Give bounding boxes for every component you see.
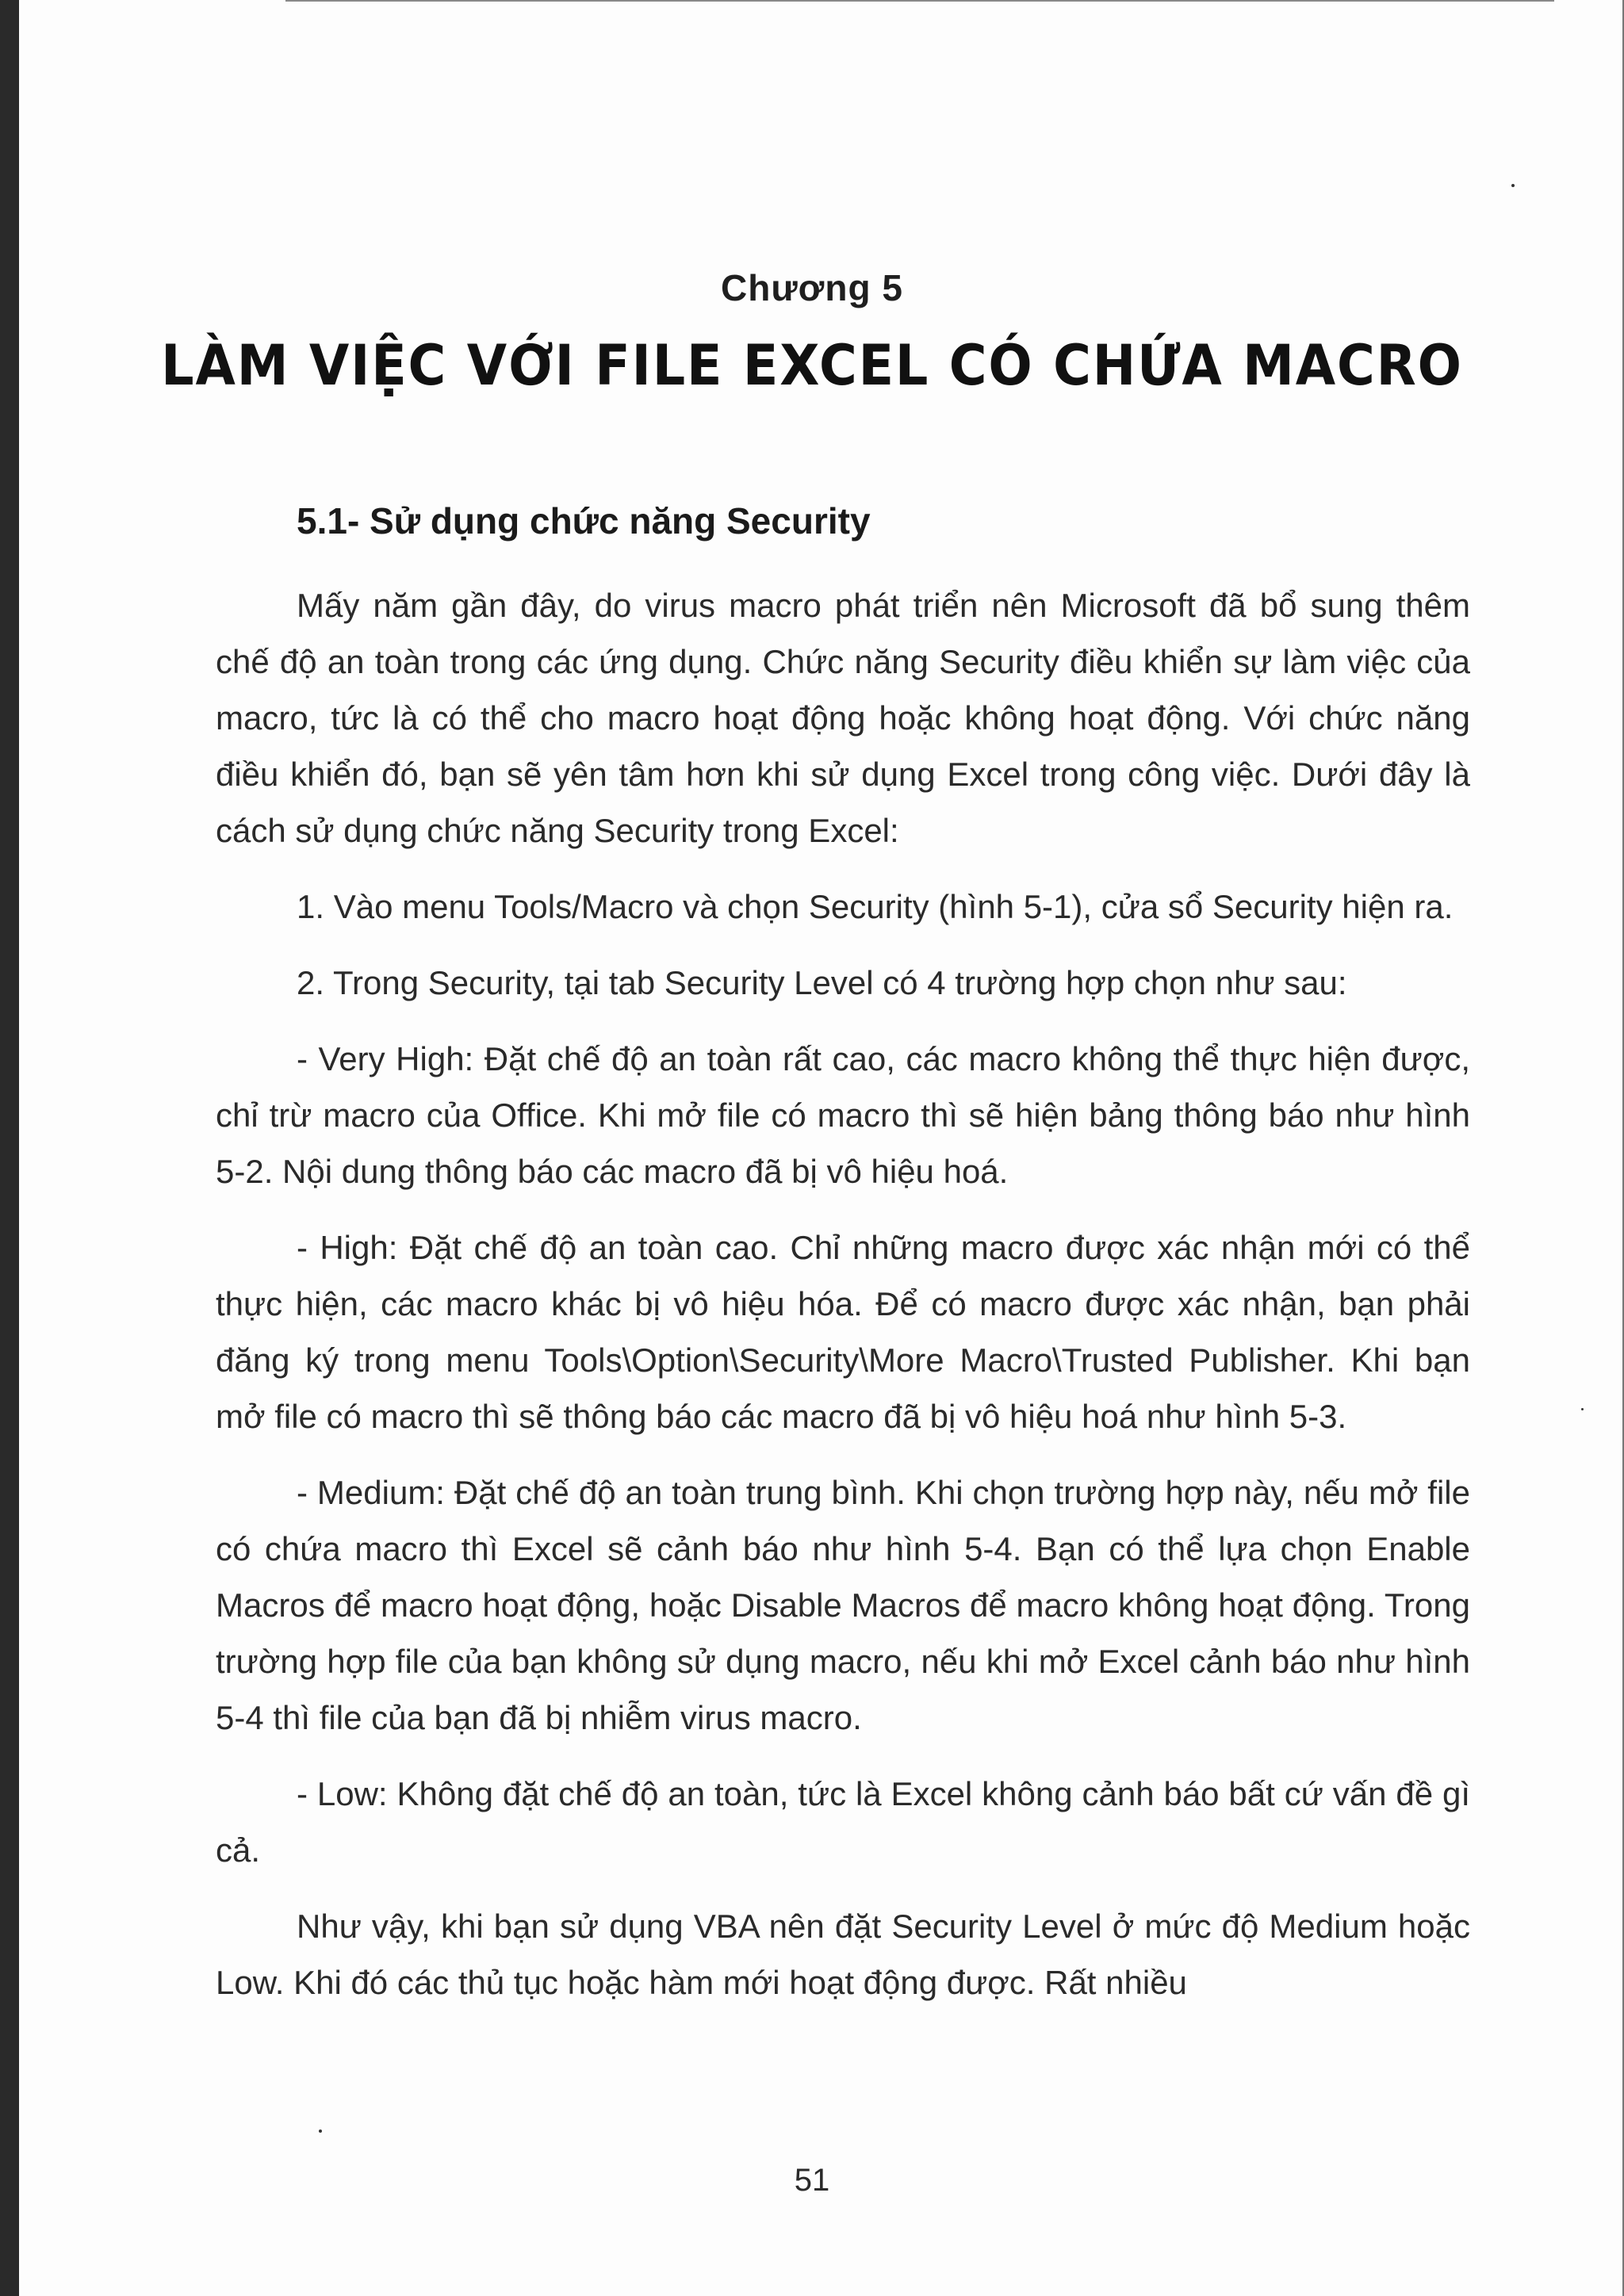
section-heading: 5.1- Sử dụng chức năng Security: [297, 500, 871, 541]
scan-left-edge: [0, 0, 19, 2296]
paragraph-intro: Mấy năm gần đây, do virus macro phát triển nên Microsoft đã bổ sung thêm chế độ an toàn trong các ứng dụng. Chức năng Security điều khiển sự làm việc của macro, tức là có thể cho macro hoạt động hoặc không hoạt động. Với chức năng điều khiển đó, bạn sẽ yên tâm hơn khi sử dụng Excel trong công việc. Dưới đây là cách sử dụng chức năng Security trong Excel:: [216, 587, 1470, 849]
chapter-title: LÀM VIỆC VỚI FILE EXCEL CÓ CHỨA MACRO: [161, 333, 1463, 398]
page-number: 51: [794, 2163, 830, 2198]
paragraph-high: - High: Đặt chế độ an toàn cao. Chỉ những macro được xác nhận mới có thể thực hiện, các macro khác bị vô hiệu hóa. Để có macro được xác nhận, bạn phải đăng ký trong menu Tools\Option\Security\More Macro\Trusted Publisher. Khi bạn mở file có macro thì sẽ thông báo các macro đã bị vô hiệu hoá như hình 5-3.: [216, 1229, 1470, 1435]
body-text: [216, 577, 1470, 2030]
paragraph-low: - Low: Không đặt chế độ an toàn, tức là Excel không cảnh báo bất cứ vấn đề gì cả.: [216, 1775, 1470, 1869]
scan-speck: [319, 2130, 322, 2133]
chapter-label: Chương 5: [721, 267, 903, 308]
scan-speck: [1581, 1408, 1584, 1410]
paragraph-step-1: 1. Vào menu Tools/Macro và chọn Security (hình 5-1), cửa sổ Security hiện ra.: [297, 888, 1454, 925]
scan-top-rule: [285, 0, 1554, 2]
paragraph-conclusion: Như vậy, khi bạn sử dụng VBA nên đặt Security Level ở mức độ Medium hoặc Low. Khi đó các thủ tục hoặc hàm mới hoạt động được. Rất nhiều: [216, 1908, 1470, 2001]
paragraph-medium: - Medium: Đặt chế độ an toàn trung bình. Khi chọn trường hợp này, nếu mở file có chứa macro thì Excel sẽ cảnh báo như hình 5-4. Bạn có thể lựa chọn Enable Macros để macro hoạt động, hoặc Disable Macros để macro không hoạt động. Trong trường hợp file của bạn không sử dụng macro, nếu khi mở Excel cảnh báo như hình 5-4 thì file của bạn đã bị nhiễm virus macro.: [216, 1474, 1470, 1736]
paragraph-step-2: 2. Trong Security, tại tab Security Level có 4 trường hợp chọn như sau:: [297, 964, 1347, 1001]
paragraph-very-high: - Very High: Đặt chế độ an toàn rất cao, các macro không thể thực hiện được, chỉ trừ macro của Office. Khi mở file có macro thì sẽ hiện bảng thông báo như hình 5-2. Nội dung thông báo các macro đã bị vô hiệu hoá.: [216, 1040, 1470, 1190]
scan-speck: [1511, 184, 1515, 187]
